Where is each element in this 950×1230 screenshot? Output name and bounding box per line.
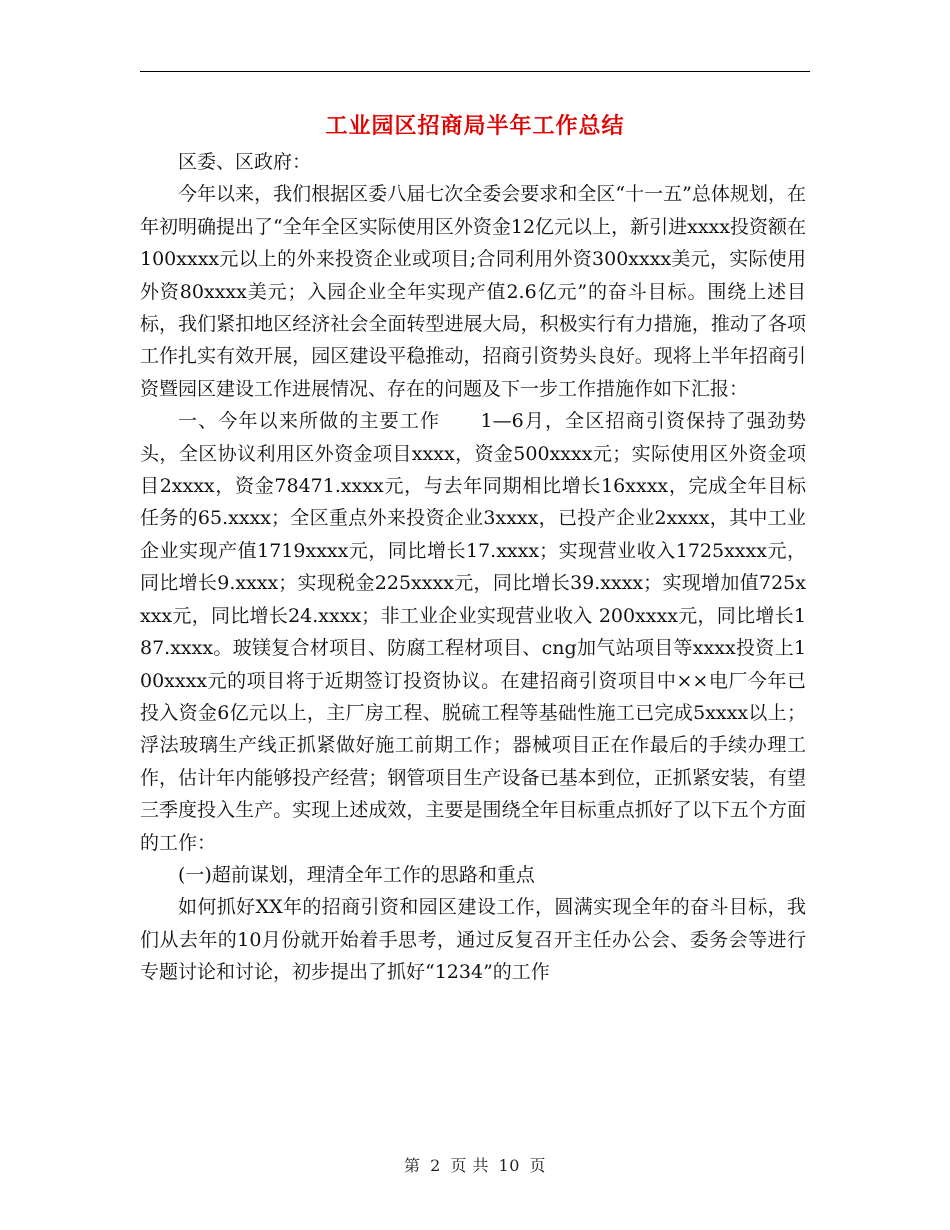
header-rule: [140, 71, 810, 72]
paragraph-intro: 今年以来，我们根据区委八届七次全委会要求和全区“十一五”总体规划，在年初明确提出了“全年全区实际使用区外资金12亿元以上，新引进xxxx投资额在100xxxx元以上的外来投资企业或项目;合同利用外资300xxxx美元，实际使用外资80xxxx美元；入园企业全年实现产值2.6亿元”的奋斗目标。围绕上述目标，我们紧扣地区经济社会全面转型进展大局，积极实行有力措施，推动了各项工作扎实有效开展，园区建设平稳推动，招商引资势头良好。现将上半年招商引资暨园区建设工作进展情况、存在的问题及下一步工作措施作如下汇报：: [140, 183, 806, 400]
paragraph-planning: 如何抓好XX年的招商引资和园区建设工作，圆满实现全年的奋斗目标，我们从去年的10月份就开始着手思考，通过反复召开主任办公会、委务会等进行专题讨论和讨论，初步提出了抓好“1234”的工作: [140, 896, 806, 984]
footer-page-number: 2: [430, 1156, 441, 1175]
section-heading-1: (一)超前谋划，理清全年工作的思路和重点: [178, 863, 535, 886]
footer-suffix: 页: [529, 1156, 547, 1175]
paragraph-main-work: 一、今年以来所做的主要工作 1—6月，全区招商引资保持了强劲势头，全区协议利用区外资金项目xxxx，资金500xxxx元；实际使用区外资金项目2xxxx，资金78471.xxxx元，与去年同期相比增长16xxxx，完成全年目标任务的65.xxxx；全区重点外来投资企业3xxxx，已投产企业2xxxx，其中工业企业实现产值1719xxxx元，同比增长17.xxxx；实现营业收入1725xxxx元，同比增长9.xxxx；实现税金225xxxx元，同比增长39.xxxx；实现增加值725xxxx元，同比增长24.xxxx；非工业企业实现营业收入 200xxxx元，同比增长187.xxxx。玻镁复合材项目、防腐工程材项目、cng加气站项目等xxxx投资上100xxxx元的项目将于近期签订投资协议。在建招商引资项目中××电厂今年已投入资金6亿元以上，主厂房工程、脱硫工程等基础性施工已完成5xxxx以上；浮法玻璃生产线正抓紧做好施工前期工作；器械项目正在作最后的手续办理工作，估计年内能够投产经营；钢管项目生产设备已基本到位，正抓紧安装，有望三季度投入生产。实现上述成效，主要是围绕全年目标重点抓好了以下五个方面的工作：: [140, 410, 806, 854]
footer-prefix: 第: [403, 1156, 421, 1175]
document-title: 工业园区招商局半年工作总结: [325, 113, 625, 139]
footer-total-pages: 10: [498, 1156, 520, 1175]
salutation: 区委、区政府：: [178, 151, 312, 173]
page-footer: [140, 1154, 810, 1178]
footer-middle: 页 共: [450, 1156, 489, 1175]
document-body: [140, 146, 806, 989]
